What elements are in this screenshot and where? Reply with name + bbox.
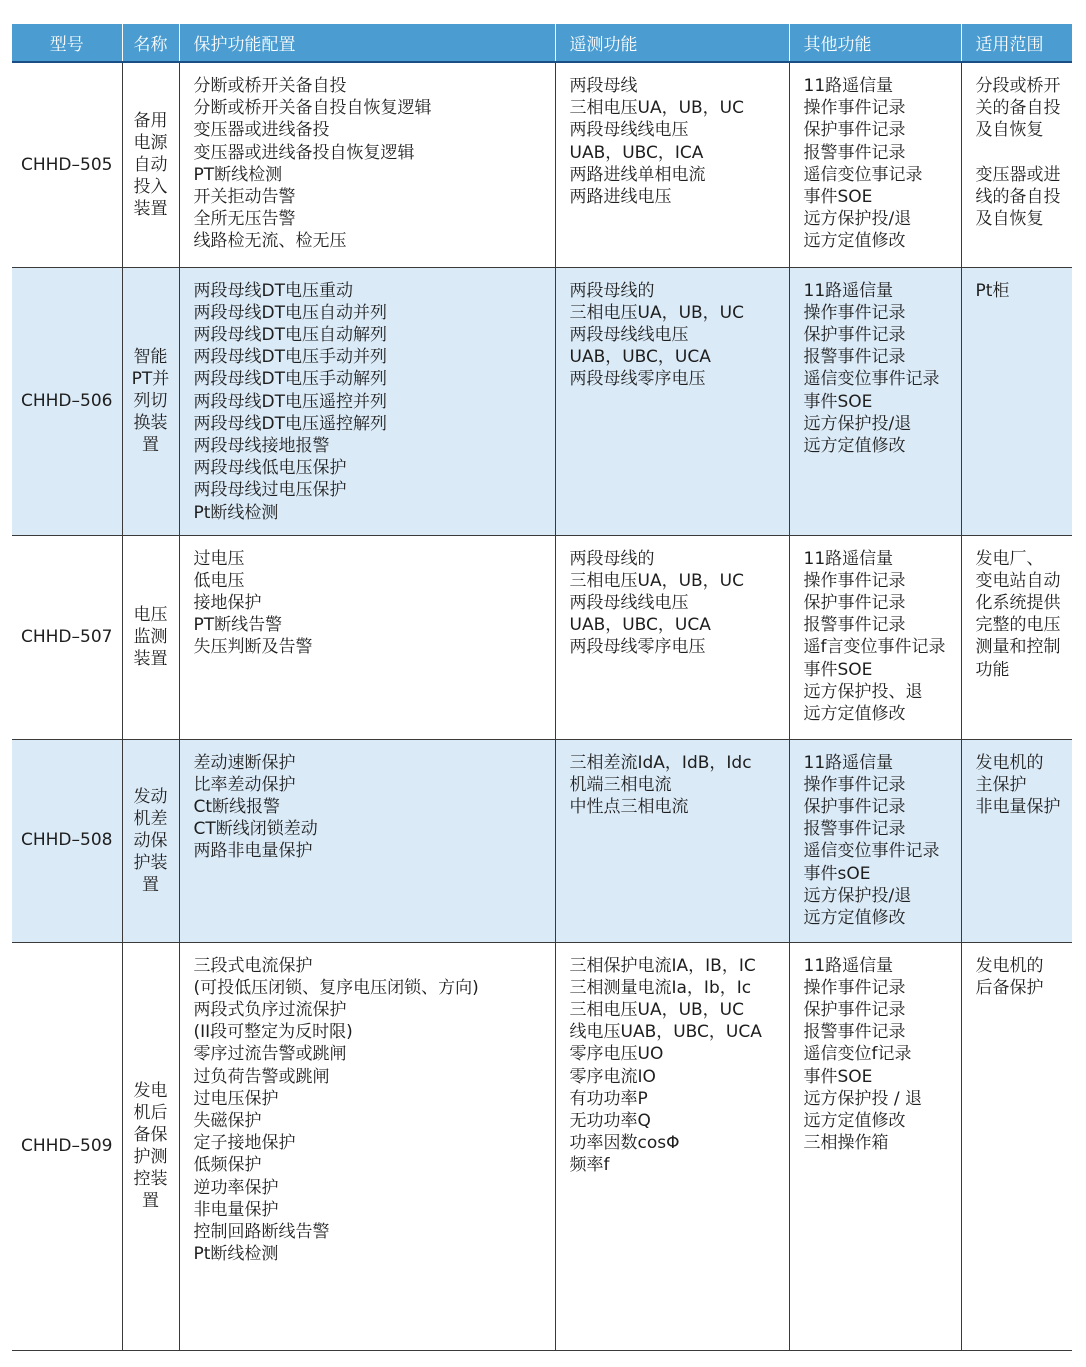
device-name: 发电机后备保护测控装置 [133,1081,168,1211]
cell-line: 两路非电量保护 [193,841,313,862]
cell-line: 逆功率保护 [193,1177,279,1198]
cell-line: 保护事件记录 [803,592,906,613]
cell-line: 两段母线 [569,76,638,96]
telemetry-cell [555,739,789,942]
cell-line: 两段母线低电压保护 [193,458,347,479]
cell-line: 差动速断保护 [193,752,296,773]
cell-line: 事件SOE [803,1066,873,1087]
cell-line: 两段母线线电压 [569,324,689,345]
cell-line: 三相操作箱 [803,1133,889,1154]
cell-line: 开关拒动告警 [193,187,296,208]
other-functions-cell [789,739,961,942]
telemetry-cell [555,62,789,267]
cell-line: 两段母线零序电压 [569,369,706,390]
cell-line: 两段母线DT电压自动解列 [193,324,387,345]
cell-line: 两段母线DT电压手动并列 [193,347,387,368]
cell-line: 测量和控制 [975,637,1061,658]
cell-line: 两段母线过电压保护 [193,480,347,501]
table-row [12,739,1072,942]
cell-line: 零序电压UO [569,1044,664,1065]
cell-line: 有功功率P [569,1088,648,1109]
cell-line: 两段母线的 [569,548,655,569]
device-name: 电压监测装置 [133,605,168,669]
header-scope: 适用范围 [961,24,1072,62]
cell-line: 发电机的 [975,752,1044,773]
cell-line: 两段母线DT电压手动解列 [193,369,387,390]
cell-line: 遥信变位f记录 [803,1044,912,1065]
cell-line: 报警事件记录 [803,1022,906,1043]
model-cell: CHHD–507 [12,535,122,739]
cell-line: 控制回路断线告警 [193,1221,330,1242]
cell-line: 遥信变位事记录 [803,164,923,185]
header-protection: 保护功能配置 [179,24,555,62]
name-cell [122,739,179,942]
cell-line: 发电机的 [975,955,1044,976]
cell-line: 变电站自动 [975,570,1061,591]
device-name: 发动机差动保护装置 [133,786,168,895]
cell-line: 事件sOE [803,863,871,884]
cell-line: 操作事件记录 [803,977,906,998]
cell-line: Ct断线报警 [193,796,281,817]
cell-line: 低频保护 [193,1155,262,1176]
cell-line: 关的备自投 [975,98,1061,119]
cell-line: UAB，UBC，UCA [569,615,711,636]
cell-line: 保护事件记录 [803,999,906,1020]
scope-cell [961,62,1072,267]
scope-cell [961,942,1072,1350]
cell-line: 无功功率Q [569,1110,651,1131]
cell-line: 及自恢复 [975,120,1044,141]
cell-line: 报警事件记录 [803,819,906,840]
cell-line: 变压器或进 [975,164,1061,185]
cell-line: 线路检无流、检无压 [193,231,347,252]
cell-line: 功率因数cosΦ [569,1133,680,1154]
cell-line: 后备保护 [975,977,1044,998]
telemetry-cell [555,535,789,739]
cell-line: 频率f [569,1155,610,1176]
name-cell [122,62,179,267]
cell-line: 两段式负序过流保护 [193,999,347,1020]
scope-cell [961,739,1072,942]
other-functions-cell [789,942,961,1350]
device-name: 智能PT并列切换装置 [131,347,170,455]
header-model: 型号 [12,24,122,62]
cell-line: 定子接地保护 [193,1133,296,1154]
cell-line: 三相测量电流Ia，Ib，Ic [569,977,752,998]
table-row [12,267,1072,535]
cell-line: 遥信变位事件记录 [803,369,940,390]
cell-line: 两段母线零序电压 [569,637,706,658]
cell-line: 过电压保护 [193,1088,279,1109]
cell-line: 两段母线线电压 [569,592,689,613]
name-cell [122,535,179,739]
model-cell: CHHD–506 [12,267,122,535]
cell-line: 保护事件记录 [803,796,906,817]
cell-line: 完整的电压 [975,615,1061,636]
cell-line: 报警事件记录 [803,142,906,163]
cell-line: 分断或桥开关备自投自恢复逻辑 [193,98,432,119]
cell-line: UAB，UBC，ICA [569,142,704,163]
cell-line: 三相保护电流IA，IB，IC [569,955,756,976]
cell-line: 零序过流告警或跳闸 [193,1044,347,1065]
table-body [12,62,1072,1350]
cell-line: 比率差动保护 [193,774,296,795]
cell-line: 保护事件记录 [803,324,906,345]
cell-line: 两段母线DT电压遥控并列 [193,391,387,412]
cell-line: 线电压UAB，UBC，UCA [569,1022,762,1043]
cell-line: 事件SOE [803,391,873,412]
header-name: 名称 [122,24,179,62]
spec-table-wrapper [12,24,1072,1351]
cell-line: 分段或桥开 [975,76,1061,96]
cell-line: 11路遥信量 [803,76,894,96]
cell-line: 保护事件记录 [803,120,906,141]
cell-line: 操作事件记录 [803,98,906,119]
cell-line: 事件SOE [803,187,873,208]
cell-line: 远方保护投/退 [803,413,912,434]
header-row [12,24,1072,62]
cell-line: PT断线告警 [193,615,283,636]
cell-line: 全所无压告警 [193,209,296,230]
cell-line: 远方定值修改 [803,907,906,928]
table-row [12,535,1072,739]
cell-line: 变压器或进线备投 [193,120,330,141]
cell-line: 远方保护投/退 [803,885,912,906]
cell-line: 接地保护 [193,592,262,613]
spec-table [12,24,1072,1351]
cell-line: UAB，UBC，UCA [569,347,711,368]
cell-line: 非电量保护 [975,796,1061,817]
cell-line: 三段式电流保护 [193,955,313,976]
cell-line: 两路进线电压 [569,187,672,208]
cell-line: 分断或桥开关备自投 [193,76,347,96]
cell-line: 遥信变位事件记录 [803,841,940,862]
cell-line: (可投低压闭锁、复序电压闭锁、方向) [193,977,479,998]
cell-line: 两段母线接地报警 [193,435,330,456]
cell-line: 两段母线DT电压重动 [193,280,353,301]
cell-line: 失压判断及告警 [193,637,313,658]
telemetry-cell [555,942,789,1350]
cell-line: 失磁保护 [193,1110,262,1131]
cell-line: 主保护 [975,774,1027,795]
protection-cell [179,62,555,267]
cell-line: 两段母线线电压 [569,120,689,141]
cell-line: 变压器或进线备投自恢复逻辑 [193,142,415,163]
other-functions-cell [789,267,961,535]
cell-line: 中性点三相电流 [569,796,689,817]
cell-line: 操作事件记录 [803,570,906,591]
cell-line: (II段可整定为反时限) [193,1022,353,1043]
model-cell: CHHD–508 [12,739,122,942]
cell-line: 两段母线DT电压自动并列 [193,302,387,323]
name-cell [122,267,179,535]
model-cell: CHHD–509 [12,942,122,1350]
cell-line: 三相电压UA，UB，UC [569,98,744,119]
cell-line: 远方保护投/退 [803,209,912,230]
cell-line: 11路遥信量 [803,280,894,301]
cell-line: 远方定值修改 [803,703,906,724]
device-name: 备用电源自动投入装置 [133,110,168,219]
table-row [12,62,1072,267]
cell-line: 遥f言变位事件记录 [803,637,946,658]
cell-line: 11路遥信量 [803,752,894,773]
protection-cell [179,535,555,739]
cell-line: 两路进线单相电流 [569,164,706,185]
cell-line: 三相差流IdA，IdB，Idc [569,752,752,773]
cell-line: 远方定值修改 [803,1110,906,1131]
cell-line: 三相电压UA，UB，UC [569,999,744,1020]
table-row [12,942,1072,1350]
cell-line: 发电厂、 [975,548,1044,569]
cell-line [976,142,1073,164]
protection-cell [179,267,555,535]
cell-line: 事件SOE [803,659,873,680]
cell-line: 远方保护投、退 [803,681,923,702]
cell-line: PT断线检测 [193,164,283,185]
cell-line: 报警事件记录 [803,347,906,368]
cell-line: 过负荷告警或跳闸 [193,1066,330,1087]
cell-line: 三相电压UA，UB，UC [569,570,744,591]
cell-line: 线的备自投 [975,187,1061,208]
cell-line: 两段母线的 [569,280,655,301]
header-telemetry: 遥测功能 [555,24,789,62]
cell-line: 及自恢复 [975,209,1044,230]
cell-line: 远方保护投 / 退 [803,1088,923,1109]
cell-line: 远方定值修改 [803,231,906,252]
cell-line: 低电压 [193,570,245,591]
name-cell [122,942,179,1350]
protection-cell [179,942,555,1350]
other-functions-cell [789,535,961,739]
cell-line: 操作事件记录 [803,774,906,795]
scope-cell [961,267,1072,535]
cell-line: Pt柜 [975,280,1010,301]
protection-cell [179,739,555,942]
cell-line: 机端三相电流 [569,774,672,795]
cell-line: CT断线闭锁差动 [193,819,318,840]
cell-line: Pt断线检测 [193,502,279,523]
table-header [12,24,1072,62]
scope-cell [961,535,1072,739]
cell-line: 化系统提供 [975,592,1061,613]
model-cell: CHHD–505 [12,62,122,267]
cell-line: 两段母线DT电压遥控解列 [193,413,387,434]
cell-line: 11路遥信量 [803,955,894,976]
cell-line: 操作事件记录 [803,302,906,323]
cell-line: 11路遥信量 [803,548,894,569]
cell-line: 功能 [975,659,1010,680]
cell-line: 三相电压UA，UB，UC [569,302,744,323]
cell-line: 报警事件记录 [803,615,906,636]
cell-line: 非电量保护 [193,1199,279,1220]
header-other: 其他功能 [789,24,961,62]
telemetry-cell [555,267,789,535]
cell-line: 过电压 [193,548,245,569]
cell-line: 远方定值修改 [803,435,906,456]
cell-line: 零序电流IO [569,1066,656,1087]
cell-line: Pt断线检测 [193,1244,279,1265]
other-functions-cell [789,62,961,267]
